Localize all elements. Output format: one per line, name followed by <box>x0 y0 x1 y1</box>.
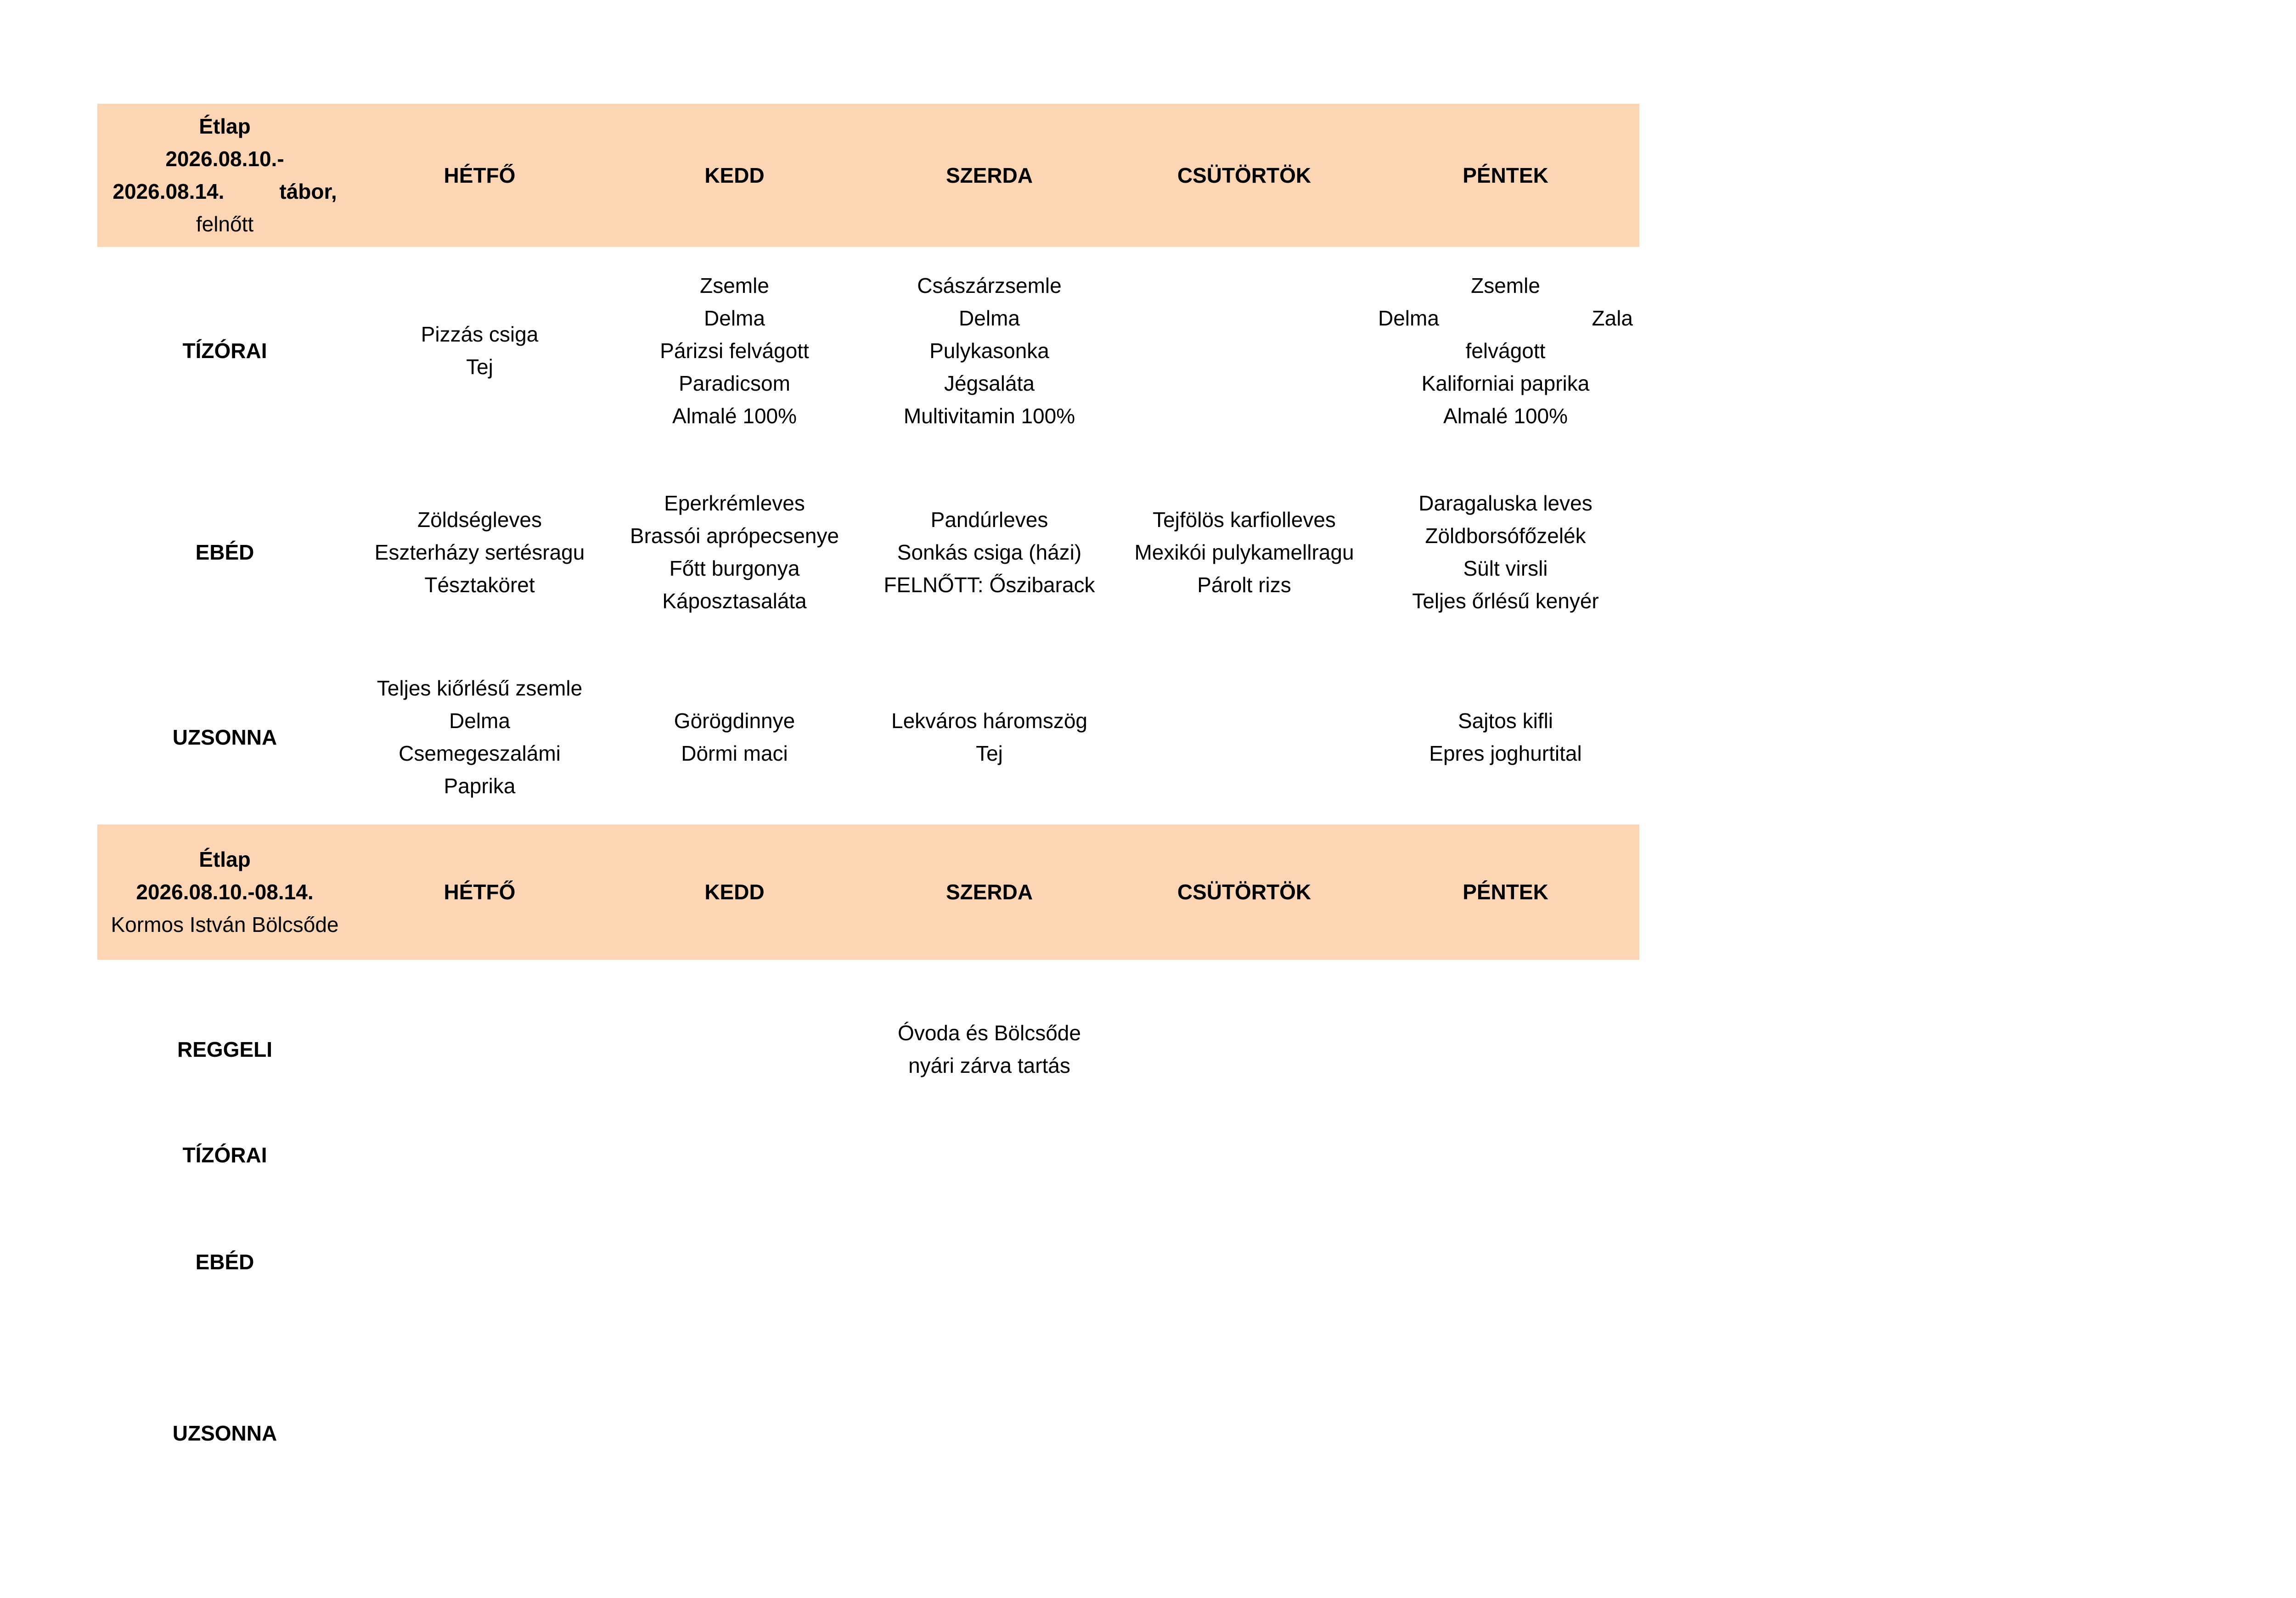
menu1-tizorai-label: TÍZÓRAI <box>182 338 267 363</box>
menu-item: Teljes kiőrlésű zsemle <box>377 676 583 700</box>
menu1-title <box>97 104 352 247</box>
menu-item: Zöldségleves <box>417 507 542 532</box>
menu-item: Paradicsom <box>679 371 790 395</box>
menu1-tizorai-pentek <box>1372 247 1639 454</box>
menu1-title-camp: tábor, <box>279 179 337 203</box>
menu-item: Zsemle <box>700 273 769 297</box>
menu-item: Jégsaláta <box>944 371 1035 395</box>
menu1-title-line2: 2026.08.10.- <box>165 147 284 171</box>
menu1-title-line4: felnőtt <box>196 212 254 236</box>
menu1-ebed-szerda <box>862 454 1117 650</box>
menu2-day-pentek: PÉNTEK <box>1463 880 1548 904</box>
menu-item: Dörmi maci <box>681 741 788 765</box>
menu-item: Mexikói pulykamellragu <box>1134 540 1354 564</box>
menu-item: Pizzás csiga <box>421 322 539 346</box>
menu2-uzsonna-label: UZSONNA <box>172 1421 277 1445</box>
menu-item: Pulykasonka <box>929 338 1049 363</box>
menu1-ebed-hetfo <box>352 454 607 650</box>
menu-item: Sült virsli <box>1463 556 1548 580</box>
menu2-day-hetfo: HÉTFŐ <box>444 880 516 904</box>
menu-item: Zöldborsófőzelék <box>1425 524 1586 548</box>
menu2-tizorai-label: TÍZÓRAI <box>182 1143 267 1167</box>
menu1-tizorai-hetfo <box>352 247 607 454</box>
menu-item: felvágott <box>1465 338 1546 363</box>
menu2-reggeli-label: REGGELI <box>177 1037 273 1061</box>
menu-item: Delma <box>959 306 1020 330</box>
menu-item: Párolt rizs <box>1197 572 1291 597</box>
menu-item: Zala <box>1592 306 1633 330</box>
menu-item: Kaliforniai paprika <box>1421 371 1590 395</box>
menu2-title-line1: Étlap <box>199 847 251 871</box>
menu-item: Zsemle <box>1471 273 1540 297</box>
menu1-tizorai-kedd <box>607 247 862 454</box>
menu-item: Tésztaköret <box>424 572 535 597</box>
menu2-title <box>97 824 352 960</box>
menu-item: Almalé 100% <box>1443 404 1568 428</box>
notice-line: Óvoda és Bölcsőde <box>898 1021 1081 1045</box>
menu1-day-hetfo: HÉTFŐ <box>444 163 516 187</box>
menu1-title-line3 <box>97 175 352 208</box>
menu-item: Daragaluska leves <box>1418 491 1593 515</box>
menu-item: Csemegeszalámi <box>399 741 561 765</box>
menu-item: Császárzsemle <box>917 273 1062 297</box>
menu-item: Eperkrémleves <box>664 491 805 515</box>
menu-item: Tejfölös karfiolleves <box>1153 507 1336 532</box>
menu-item: FELNŐTT: Őszibarack <box>884 572 1095 597</box>
menu1-uzsonna-label: UZSONNA <box>172 725 277 749</box>
menu-item: Sonkás csiga (házi) <box>897 540 1082 564</box>
menu1-uzsonna-hetfo <box>352 650 607 824</box>
menu-item: Delma <box>704 306 765 330</box>
menu1-uzsonna-pentek <box>1372 650 1639 824</box>
menu1-uzsonna-szerda <box>862 650 1117 824</box>
menu2-title-line3: Kormos István Bölcsőde <box>111 913 339 936</box>
menu-item: Almalé 100% <box>672 404 797 428</box>
menu1-day-szerda: SZERDA <box>945 163 1033 187</box>
notice-line: nyári zárva tartás <box>908 1054 1070 1077</box>
menu-item: Paprika <box>444 774 516 798</box>
menu-item: Eszterházy sertésragu <box>374 540 585 564</box>
menu2-ebed-label: EBÉD <box>195 1250 254 1274</box>
menu1-ebed-csutortok <box>1117 454 1372 650</box>
menu1-tizorai-szerda <box>862 247 1117 454</box>
menu-item: Delma <box>1378 306 1439 330</box>
menu-item-split <box>1372 302 1639 335</box>
menu1-day-kedd: KEDD <box>704 163 765 187</box>
menu1-ebed-kedd <box>607 454 862 650</box>
menu1-ebed-pentek <box>1372 454 1639 650</box>
menu-item: Pandúrleves <box>930 507 1048 532</box>
menu-item: Sajtos kifli <box>1458 709 1553 733</box>
menu-item: Párizsi felvágott <box>660 338 809 363</box>
menu2-closure-notice <box>862 960 1117 1139</box>
menu1-day-pentek: PÉNTEK <box>1463 163 1548 187</box>
menu-item: Káposztasaláta <box>662 589 807 613</box>
menu2-title-line2: 2026.08.10.-08.14. <box>136 880 314 904</box>
menu-item: Delma <box>449 709 510 733</box>
menu1-ebed-label: EBÉD <box>195 540 254 564</box>
menu2-day-szerda: SZERDA <box>945 880 1033 904</box>
menu-item: Epres joghurtital <box>1429 741 1582 765</box>
menu1-title-line1: Étlap <box>199 114 251 138</box>
menu1-title-date-end: 2026.08.14. <box>113 179 225 203</box>
menu-item: Főtt burgonya <box>669 556 800 580</box>
menu-item: Görögdinnye <box>674 709 795 733</box>
menu1-uzsonna-kedd <box>607 650 862 824</box>
menu-item: Brassói aprópecsenye <box>630 524 839 548</box>
menu-item: Lekváros háromszög <box>891 709 1087 733</box>
menu-item: Teljes őrlésű kenyér <box>1412 589 1599 613</box>
menu2-day-kedd: KEDD <box>704 880 765 904</box>
menu-item: Tej <box>466 355 493 379</box>
menu1-day-csutortok: CSÜTÖRTÖK <box>1177 163 1311 187</box>
menu-item: Tej <box>976 741 1003 765</box>
menu-item: Multivitamin 100% <box>903 404 1075 428</box>
menu2-day-csutortok: CSÜTÖRTÖK <box>1177 880 1311 904</box>
